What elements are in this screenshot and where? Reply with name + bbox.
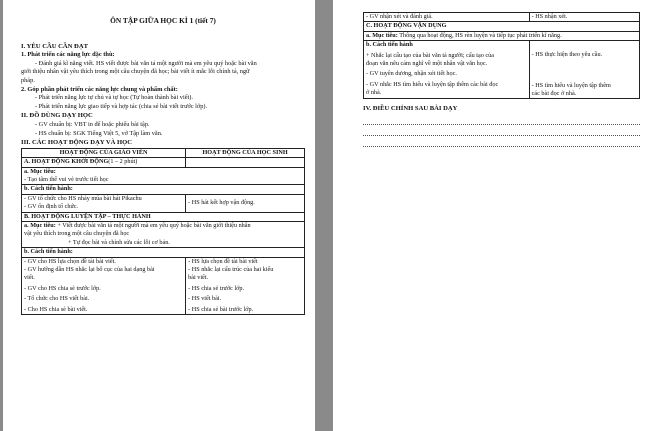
list-item: - Phát triển năng lực tự chủ và tự học (Tự hoàn thành bài viết).: [35, 94, 193, 102]
section-2-heading: II. ĐỒ DÙNG DẠY HỌC: [21, 112, 93, 120]
lesson-title: ÔN TẬP GIỮA HỌC KÌ 1 (tiết 7): [110, 16, 216, 25]
document-page-1: [3, 0, 315, 431]
section-1-heading: I. YÊU CẦU CẦN ĐẠT: [21, 42, 88, 50]
page-1-content: [21, 0, 305, 315]
activity-c-student-cell: - HS thực hiện theo yêu cầu. - HS tìm hiểu và luyện tập thêm các bài đọc ở nhà.: [529, 41, 639, 99]
table-row: [22, 248, 305, 257]
activity-a-heading: A. HOẠT ĐỘNG KHỞI ĐỘNG(1 – 2 phút): [22, 158, 186, 167]
dotted-line: [363, 115, 640, 125]
student-cell: - HS nhận xét.: [529, 13, 639, 22]
activity-b-method-label: b. Cách tiến hành:: [22, 248, 305, 257]
activity-a-method-label: b. Cách tiến hành:: [22, 185, 305, 194]
table-row: [22, 194, 305, 212]
section-1-2-heading: 2. Góp phần phát triển các năng lực chung và phẩm chất:: [21, 85, 178, 93]
activity-b-student-cell: - HS lựa chọn đề tài bài viết - HS nhắc lại cấu trúc của hai kiểu bài viết. - HS chia sẻ trước lớp. - HS viết bài. - HS chia sẻ bài trước lớp.: [186, 257, 305, 314]
paragraph-line: giới thiệu nhân vật yêu thích trong một câu chuyện đã học; bài viết ít mắc lỗi chính tả, ngữ: [21, 68, 250, 76]
section-3-heading: III. CÁC HOẠT ĐỘNG DẠY VÀ HỌC: [21, 139, 133, 147]
table-row: [22, 221, 305, 247]
column-header-student: HOẠT ĐỘNG CỦA HỌC SINH: [186, 148, 305, 157]
table-row: [22, 167, 305, 185]
activity-c-heading: C. HOẠT ĐỘNG VẬN DỤNG: [364, 22, 640, 31]
activity-b-heading: B. HOẠT ĐỘNG LUYỆN TẬP – THỰC HÀNH: [22, 212, 305, 221]
teacher-cell: - GV nhận xét và đánh giá.: [364, 13, 530, 22]
table-row: [22, 212, 305, 221]
paragraph-line: - Đánh giá kĩ năng viết. HS viết được bài văn tả một người mà em yêu quý hoặc bài văn: [35, 59, 257, 67]
table-row: [364, 31, 640, 40]
document-page-2: [333, 0, 650, 431]
list-item: - HS chuẩn bị: SGK Tiếng Việt 5, vở Tập làm văn.: [35, 129, 163, 137]
page-2-content: [363, 0, 640, 147]
activity-a-student-cell: - HS hát kết hợp vận động.: [186, 194, 305, 212]
dotted-line: [363, 126, 640, 136]
table-row: [364, 13, 640, 22]
section-4-heading: IV. ĐIỀU CHỈNH SAU BÀI DẠY: [363, 105, 458, 113]
table-header-row: [22, 148, 305, 157]
activity-a-teacher-cell: - GV tổ chức cho HS nhảy múa bài hát Pikachu - GV ổn định tổ chức.: [22, 194, 186, 212]
activities-table-continued: [363, 12, 640, 99]
activity-c-goal: a. Mục tiêu: Thông qua hoạt động, HS rèn luyện và tiếp tục phát triển kĩ năng.: [364, 31, 640, 40]
paragraph-line: pháp.: [21, 76, 35, 84]
table-row: [364, 22, 640, 31]
list-item: - Phát triển năng lực giao tiếp và hợp tác (chia sẻ bài viết trước lớp).: [35, 102, 208, 110]
activity-c-teacher-cell: b. Cách tiến hành + Nhắc lại cấu tạo của bài văn tả người; cấu tạo của đoạn văn nêu cảm nghĩ về một nhân vật văn học. - GV tuyên dương, nhận xét tiết học. - GV nhắc HS tìm hiểu và luyện tập thêm các bài đọc ở nhà.: [364, 41, 530, 99]
section-1-1-heading: 1. Phát triển các năng lực đặc thù:: [21, 51, 115, 59]
activity-b-goal: a. Mục tiêu: + Viết được bài văn tả một người mà em yêu quý hoặc bài văn giới thiệu nhân vật yêu thích trong một câu chuyện đã học + Tự đọc bài và chỉnh sửa các lỗi cơ bản.: [22, 221, 305, 247]
table-row: [22, 185, 305, 194]
table-row: [22, 257, 305, 314]
dotted-line: [363, 137, 640, 147]
activity-a-goal: a. Mục tiêu: - Tạo tâm thế vui vẻ trước tiết học: [22, 167, 305, 185]
column-header-teacher: HOẠT ĐỘNG CỦA GIÁO VIÊN: [22, 148, 186, 157]
table-row: [364, 41, 640, 99]
activity-b-teacher-cell: - GV cho HS lựa chọn đề tài bài viết. - GV hướng dẫn HS nhắc lại bố cục của hai dạng bài viết. - GV cho HS chia sẻ trước lớp. - Tổ chức cho HS viết bài. - Cho HS chia sẻ bài viết.: [22, 257, 186, 314]
activities-table: [21, 148, 305, 315]
list-item: - GV chuẩn bị: VBT in để hoặc phiếu bài tập.: [35, 120, 150, 128]
table-row: [22, 158, 305, 167]
